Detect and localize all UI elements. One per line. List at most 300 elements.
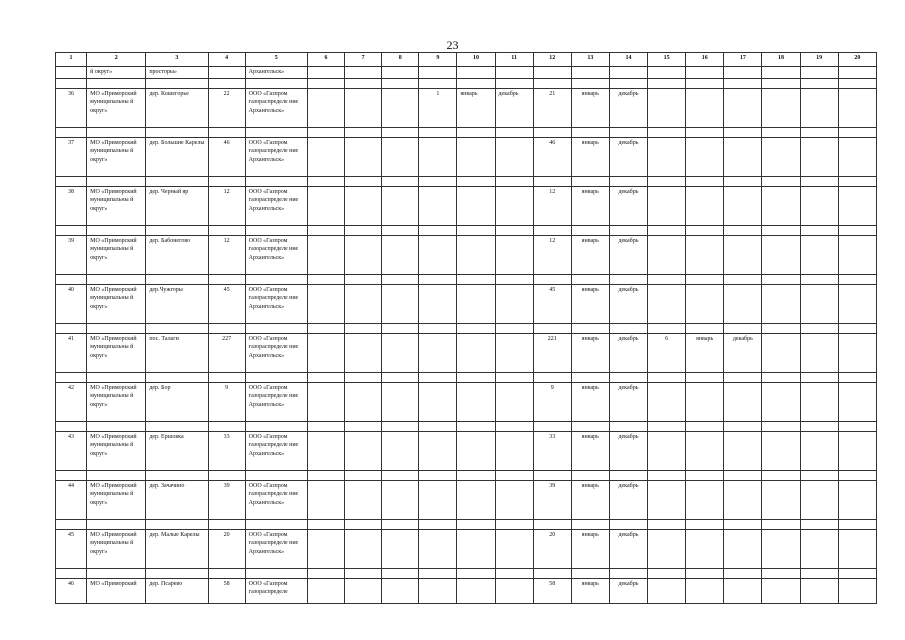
cell-mo: МО «Приморский муниципальны й округ» xyxy=(87,285,146,324)
cell-mo: МО «Приморский xyxy=(87,579,146,604)
separator-cell xyxy=(382,569,419,579)
separator-cell xyxy=(208,177,245,187)
separator-cell xyxy=(382,520,419,530)
separator-cell xyxy=(345,471,382,481)
separator-cell xyxy=(838,422,876,432)
separator-cell xyxy=(838,373,876,383)
cell-c11 xyxy=(495,138,533,177)
separator-cell xyxy=(686,422,724,432)
separator-cell xyxy=(245,275,307,285)
cell-c12: 39 xyxy=(533,481,571,520)
separator-cell xyxy=(648,520,686,530)
cell-10 xyxy=(457,67,495,79)
column-header-20: 20 xyxy=(838,53,876,67)
cell-c6 xyxy=(307,432,344,471)
cell-c6 xyxy=(307,89,344,128)
cell-c16 xyxy=(686,187,724,226)
separator-cell xyxy=(609,569,647,579)
separator-cell xyxy=(609,226,647,236)
separator-cell xyxy=(345,128,382,138)
cell-c8 xyxy=(382,285,419,324)
separator-cell xyxy=(609,422,647,432)
cell-total: 39 xyxy=(208,481,245,520)
cell-total: 12 xyxy=(208,236,245,275)
cell-c17 xyxy=(724,530,762,569)
cell-c11 xyxy=(495,579,533,604)
separator-cell xyxy=(56,226,87,236)
separator-cell xyxy=(245,520,307,530)
cell-c18 xyxy=(762,579,800,604)
separator-cell xyxy=(686,128,724,138)
cell-c11 xyxy=(495,481,533,520)
cell-c6 xyxy=(307,481,344,520)
cell-no: 46 xyxy=(56,579,87,604)
separator-cell xyxy=(609,128,647,138)
cell-total: 20 xyxy=(208,530,245,569)
separator-cell xyxy=(146,471,208,481)
cell-c14: декабрь xyxy=(609,383,647,422)
cell-total: 58 xyxy=(208,579,245,604)
separator-cell xyxy=(648,275,686,285)
cell-c19 xyxy=(800,383,838,422)
cell-c12: 33 xyxy=(533,432,571,471)
separator-cell xyxy=(457,471,495,481)
cell-c10 xyxy=(457,530,495,569)
row-separator xyxy=(56,569,877,579)
schedule-table-container xyxy=(55,52,877,604)
cell-c14: декабрь xyxy=(609,89,647,128)
cell-c18 xyxy=(762,187,800,226)
cell-c20 xyxy=(838,383,876,422)
separator-cell xyxy=(307,79,344,89)
separator-cell xyxy=(56,373,87,383)
separator-cell xyxy=(382,79,419,89)
cell-c15 xyxy=(648,383,686,422)
cell-c19 xyxy=(800,138,838,177)
separator-cell xyxy=(457,373,495,383)
cell-c10 xyxy=(457,579,495,604)
table-row xyxy=(56,285,877,324)
separator-cell xyxy=(457,128,495,138)
cell-org: ООО «Газпром газораспределе ние Архангельск» xyxy=(245,334,307,373)
separator-cell xyxy=(686,79,724,89)
cell-no: 36 xyxy=(56,89,87,128)
separator-cell xyxy=(307,373,344,383)
column-header-14: 14 xyxy=(609,53,647,67)
cell-mo: МО «Приморский муниципальны й округ» xyxy=(87,236,146,275)
continuation-row xyxy=(56,67,877,79)
cell-no: 39 xyxy=(56,236,87,275)
table-row xyxy=(56,138,877,177)
cell-place: дер.Чужгоры xyxy=(146,285,208,324)
cell-c13: январь xyxy=(571,285,609,324)
separator-cell xyxy=(146,324,208,334)
separator-cell xyxy=(382,471,419,481)
cell-c13: январь xyxy=(571,138,609,177)
separator-cell xyxy=(609,275,647,285)
separator-cell xyxy=(495,275,533,285)
cell-c20 xyxy=(838,579,876,604)
cell-c19 xyxy=(800,236,838,275)
cell-no: 40 xyxy=(56,285,87,324)
cell-c14: декабрь xyxy=(609,432,647,471)
separator-cell xyxy=(245,471,307,481)
cell-c9 xyxy=(419,334,457,373)
cell-c18 xyxy=(762,481,800,520)
separator-cell xyxy=(382,324,419,334)
cell-c20 xyxy=(838,236,876,275)
cell-c15 xyxy=(648,481,686,520)
cell-c9 xyxy=(419,187,457,226)
cell-c18 xyxy=(762,285,800,324)
cell-org: ООО «Газпром газораспределе ние Архангельск» xyxy=(245,530,307,569)
cell-c7 xyxy=(345,383,382,422)
cell-org: Архангельск» xyxy=(245,67,307,79)
cell-c20 xyxy=(838,432,876,471)
cell-c9 xyxy=(419,432,457,471)
separator-cell xyxy=(571,569,609,579)
cell-c10 xyxy=(457,285,495,324)
cell-no: 44 xyxy=(56,481,87,520)
cell-c11 xyxy=(495,236,533,275)
separator-cell xyxy=(838,79,876,89)
row-separator xyxy=(56,177,877,187)
cell-no: 38 xyxy=(56,187,87,226)
cell-c11 xyxy=(495,432,533,471)
cell-c20 xyxy=(838,138,876,177)
column-header-16: 16 xyxy=(686,53,724,67)
separator-cell xyxy=(419,422,457,432)
cell-c13: январь xyxy=(571,432,609,471)
separator-cell xyxy=(686,520,724,530)
cell-c14: декабрь xyxy=(609,530,647,569)
separator-cell xyxy=(648,471,686,481)
cell-c16: январь xyxy=(686,334,724,373)
row-separator xyxy=(56,324,877,334)
column-header-6: 6 xyxy=(307,53,344,67)
cell-c16 xyxy=(686,383,724,422)
cell-c12: 221 xyxy=(533,334,571,373)
separator-cell xyxy=(800,79,838,89)
separator-cell xyxy=(245,569,307,579)
cell-c11 xyxy=(495,530,533,569)
cell-c14: декабрь xyxy=(609,481,647,520)
separator-cell xyxy=(762,226,800,236)
separator-cell xyxy=(208,373,245,383)
separator-cell xyxy=(800,324,838,334)
cell-mo: МО «Приморский муниципальны й округ» xyxy=(87,334,146,373)
column-number-header xyxy=(56,53,877,67)
cell-c10 xyxy=(457,138,495,177)
cell-place: пос. Талаги xyxy=(146,334,208,373)
cell-org: ООО «Газпром газораспределе ние Архангельск» xyxy=(245,383,307,422)
cell-c8 xyxy=(382,236,419,275)
separator-cell xyxy=(208,324,245,334)
cell-c6 xyxy=(307,138,344,177)
cell-c13: январь xyxy=(571,530,609,569)
separator-cell xyxy=(208,471,245,481)
separator-cell xyxy=(800,471,838,481)
separator-cell xyxy=(146,177,208,187)
cell-mo: й округ» xyxy=(87,67,146,79)
row-separator xyxy=(56,79,877,89)
cell-7 xyxy=(345,67,382,79)
separator-cell xyxy=(245,422,307,432)
cell-c6 xyxy=(307,579,344,604)
separator-cell xyxy=(533,177,571,187)
cell-c12: 20 xyxy=(533,530,571,569)
separator-cell xyxy=(800,226,838,236)
cell-c11 xyxy=(495,285,533,324)
cell-org: ООО «Газпром газораспределе ние Архангельск» xyxy=(245,236,307,275)
cell-org: ООО «Газпром газораспределе ние Архангельск» xyxy=(245,138,307,177)
separator-cell xyxy=(838,226,876,236)
cell-c13: январь xyxy=(571,334,609,373)
separator-cell xyxy=(307,177,344,187)
cell-c9 xyxy=(419,579,457,604)
separator-cell xyxy=(87,275,146,285)
cell-c11 xyxy=(495,383,533,422)
column-header-19: 19 xyxy=(800,53,838,67)
separator-cell xyxy=(838,128,876,138)
separator-cell xyxy=(146,569,208,579)
cell-c9 xyxy=(419,285,457,324)
separator-cell xyxy=(307,422,344,432)
cell-mo: МО «Приморский муниципальны й округ» xyxy=(87,432,146,471)
cell-c10 xyxy=(457,187,495,226)
cell-c10 xyxy=(457,432,495,471)
separator-cell xyxy=(245,373,307,383)
cell-no: 37 xyxy=(56,138,87,177)
cell-c20 xyxy=(838,89,876,128)
separator-cell xyxy=(245,79,307,89)
cell-c11 xyxy=(495,334,533,373)
cell-c16 xyxy=(686,138,724,177)
cell-14 xyxy=(609,67,647,79)
cell-org: ООО «Газпром газораспределе ние Архангельск» xyxy=(245,481,307,520)
cell-place: дер. Черный яр xyxy=(146,187,208,226)
cell-c16 xyxy=(686,481,724,520)
cell-c6 xyxy=(307,383,344,422)
separator-cell xyxy=(838,471,876,481)
separator-cell xyxy=(724,177,762,187)
separator-cell xyxy=(762,324,800,334)
row-separator xyxy=(56,128,877,138)
cell-c16 xyxy=(686,89,724,128)
separator-cell xyxy=(762,128,800,138)
cell-c13: январь xyxy=(571,236,609,275)
cell-8 xyxy=(382,67,419,79)
cell-c15 xyxy=(648,432,686,471)
separator-cell xyxy=(686,373,724,383)
cell-total: 46 xyxy=(208,138,245,177)
cell-c10 xyxy=(457,481,495,520)
cell-place: дер. Малые Карелы xyxy=(146,530,208,569)
cell-no xyxy=(56,67,87,79)
cell-c8 xyxy=(382,481,419,520)
separator-cell xyxy=(87,520,146,530)
separator-cell xyxy=(686,324,724,334)
separator-cell xyxy=(686,226,724,236)
cell-c17 xyxy=(724,187,762,226)
cell-c15 xyxy=(648,285,686,324)
cell-c14: декабрь xyxy=(609,138,647,177)
separator-cell xyxy=(838,324,876,334)
schedule-table xyxy=(55,52,877,604)
cell-c15 xyxy=(648,89,686,128)
cell-c7 xyxy=(345,285,382,324)
table-row xyxy=(56,432,877,471)
cell-c20 xyxy=(838,187,876,226)
separator-cell xyxy=(533,79,571,89)
cell-c7 xyxy=(345,432,382,471)
separator-cell xyxy=(87,226,146,236)
cell-total: 12 xyxy=(208,187,245,226)
separator-cell xyxy=(838,520,876,530)
table-row xyxy=(56,187,877,226)
cell-c8 xyxy=(382,432,419,471)
separator-cell xyxy=(457,520,495,530)
separator-cell xyxy=(419,275,457,285)
separator-cell xyxy=(686,177,724,187)
cell-c19 xyxy=(800,89,838,128)
table-row xyxy=(56,481,877,520)
cell-c8 xyxy=(382,187,419,226)
separator-cell xyxy=(533,422,571,432)
separator-cell xyxy=(457,324,495,334)
cell-mo: МО «Приморский муниципальны й округ» xyxy=(87,383,146,422)
separator-cell xyxy=(571,520,609,530)
cell-c20 xyxy=(838,530,876,569)
separator-cell xyxy=(345,569,382,579)
separator-cell xyxy=(838,569,876,579)
cell-c17: декабрь xyxy=(724,334,762,373)
separator-cell xyxy=(208,569,245,579)
separator-cell xyxy=(762,79,800,89)
separator-cell xyxy=(87,79,146,89)
separator-cell xyxy=(762,422,800,432)
separator-cell xyxy=(56,275,87,285)
separator-cell xyxy=(307,569,344,579)
cell-c10 xyxy=(457,383,495,422)
cell-c18 xyxy=(762,383,800,422)
separator-cell xyxy=(146,520,208,530)
separator-cell xyxy=(87,324,146,334)
separator-cell xyxy=(800,422,838,432)
separator-cell xyxy=(307,520,344,530)
separator-cell xyxy=(87,569,146,579)
column-header-3: 3 xyxy=(146,53,208,67)
cell-c16 xyxy=(686,579,724,604)
separator-cell xyxy=(457,177,495,187)
separator-cell xyxy=(87,177,146,187)
separator-cell xyxy=(533,569,571,579)
separator-cell xyxy=(609,177,647,187)
cell-c8 xyxy=(382,530,419,569)
cell-place: дер. Зачачино xyxy=(146,481,208,520)
separator-cell xyxy=(419,471,457,481)
separator-cell xyxy=(533,324,571,334)
cell-c7 xyxy=(345,138,382,177)
cell-c17 xyxy=(724,579,762,604)
cell-c17 xyxy=(724,432,762,471)
cell-org: ООО «Газпром газораспределе ние Архангельск» xyxy=(245,187,307,226)
separator-cell xyxy=(87,422,146,432)
cell-total: 22 xyxy=(208,89,245,128)
separator-cell xyxy=(533,128,571,138)
column-header-9: 9 xyxy=(419,53,457,67)
separator-cell xyxy=(245,177,307,187)
cell-9 xyxy=(419,67,457,79)
cell-c17 xyxy=(724,89,762,128)
cell-no: 42 xyxy=(56,383,87,422)
separator-cell xyxy=(648,226,686,236)
separator-cell xyxy=(146,79,208,89)
row-separator xyxy=(56,471,877,481)
cell-c18 xyxy=(762,530,800,569)
cell-c6 xyxy=(307,236,344,275)
cell-c18 xyxy=(762,138,800,177)
row-separator xyxy=(56,226,877,236)
separator-cell xyxy=(345,226,382,236)
separator-cell xyxy=(146,226,208,236)
separator-cell xyxy=(382,422,419,432)
separator-cell xyxy=(571,79,609,89)
separator-cell xyxy=(419,79,457,89)
cell-c6 xyxy=(307,334,344,373)
cell-c15 xyxy=(648,579,686,604)
cell-c17 xyxy=(724,138,762,177)
cell-c12: 9 xyxy=(533,383,571,422)
column-header-4: 4 xyxy=(208,53,245,67)
cell-13 xyxy=(571,67,609,79)
separator-cell xyxy=(800,128,838,138)
separator-cell xyxy=(724,226,762,236)
separator-cell xyxy=(609,373,647,383)
separator-cell xyxy=(762,177,800,187)
separator-cell xyxy=(56,569,87,579)
separator-cell xyxy=(307,275,344,285)
table-row xyxy=(56,530,877,569)
cell-mo: МО «Приморский муниципальны й округ» xyxy=(87,530,146,569)
cell-total: 227 xyxy=(208,334,245,373)
separator-cell xyxy=(571,275,609,285)
cell-c18 xyxy=(762,89,800,128)
separator-cell xyxy=(724,520,762,530)
row-separator xyxy=(56,373,877,383)
cell-c17 xyxy=(724,285,762,324)
separator-cell xyxy=(571,177,609,187)
separator-cell xyxy=(208,422,245,432)
cell-mo: МО «Приморский муниципальны й округ» xyxy=(87,481,146,520)
separator-cell xyxy=(382,373,419,383)
separator-cell xyxy=(724,79,762,89)
cell-c16 xyxy=(686,432,724,471)
separator-cell xyxy=(762,373,800,383)
cell-c7 xyxy=(345,334,382,373)
cell-c6 xyxy=(307,187,344,226)
cell-16 xyxy=(686,67,724,79)
separator-cell xyxy=(208,79,245,89)
separator-cell xyxy=(457,422,495,432)
cell-c6 xyxy=(307,285,344,324)
separator-cell xyxy=(495,471,533,481)
column-header-10: 10 xyxy=(457,53,495,67)
separator-cell xyxy=(724,422,762,432)
cell-c13: январь xyxy=(571,383,609,422)
separator-cell xyxy=(56,324,87,334)
separator-cell xyxy=(533,226,571,236)
